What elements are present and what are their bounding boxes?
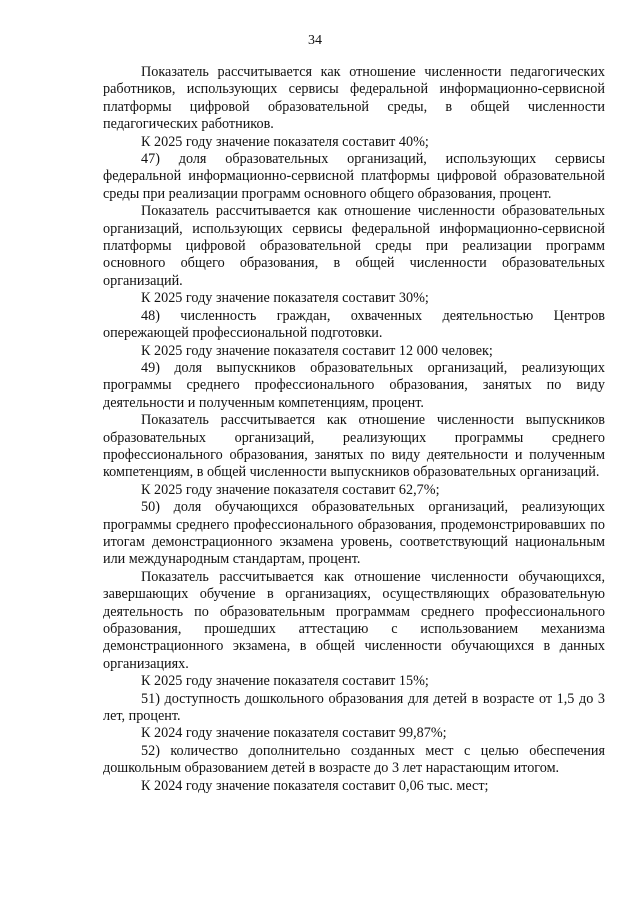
- document-body: [103, 64, 605, 795]
- paragraph: Показатель рассчитывается как отношение численности образовательных организаций, использующих сервисы федеральной информационно-сервисной платформы цифровой образовательной среды при реализации программ основного общего образования, в общей численности образовательных организаций.: [103, 203, 605, 289]
- paragraph: Показатель рассчитывается как отношение численности выпускников образовательных организаций, реализующих программы среднего профессионального образования, занятых по виду деятельности и полученным компетенциям, в общей численности выпускников образовательных организаций.: [103, 412, 605, 481]
- paragraph: Показатель рассчитывается как отношение численности обучающихся, завершающих обучение в организациях, осуществляющих образовательную деятельность по образовательным программам среднего профессионального образования, прошедших аттестацию с использованием механизма демонстрационного экзамена, в общей численности обучающихся в данных организациях.: [103, 568, 605, 672]
- paragraph: 48) численность граждан, охваченных деятельностью Центров опережающей профессиональной подготовки.: [103, 307, 605, 342]
- paragraph: 47) доля образовательных организаций, использующих сервисы федеральной информационно-сервисной платформы цифровой образовательной среды при реализации программ основного общего образования, процент.: [103, 151, 605, 202]
- paragraph: К 2025 году значение показателя составит 12 000 человек;: [141, 342, 493, 359]
- paragraph: К 2024 году значение показателя составит 99,87%;: [141, 725, 447, 742]
- paragraph: 49) доля выпускников образовательных организаций, реализующих программы среднего профессионального образования, занятых по виду деятельности и полученным компетенциям, процент.: [103, 359, 605, 411]
- paragraph: К 2025 году значение показателя составит 62,7%;: [141, 481, 440, 498]
- paragraph: Показатель рассчитывается как отношение численности педагогических работников, использующих сервисы федеральной информационно-сервисной платформы цифровой образовательной среды, в общей численности педагогических работников.: [103, 64, 605, 133]
- page-number: 34: [308, 33, 322, 48]
- paragraph: 51) доступность дошкольного образования для детей в возрасте от 1,5 до 3 лет, процент.: [103, 690, 605, 725]
- paragraph: К 2024 году значение показателя составит 0,06 тыс. мест;: [141, 777, 489, 794]
- paragraph: К 2025 году значение показателя составит 40%;: [141, 133, 429, 150]
- paragraph: 50) доля обучающихся образовательных организаций, реализующих программы среднего профессионального образования, продемонстрировавших по итогам демонстрационного экзамена уровень, соответствующий национальным или международным стандартам, процент.: [103, 499, 605, 568]
- paragraph: 52) количество дополнительно созданных мест с целью обеспечения дошкольным образованием детей в возрасте до 3 лет нарастающим итогом.: [103, 742, 605, 777]
- paragraph: К 2025 году значение показателя составит 15%;: [141, 673, 429, 690]
- paragraph: К 2025 году значение показателя составит 30%;: [141, 290, 429, 307]
